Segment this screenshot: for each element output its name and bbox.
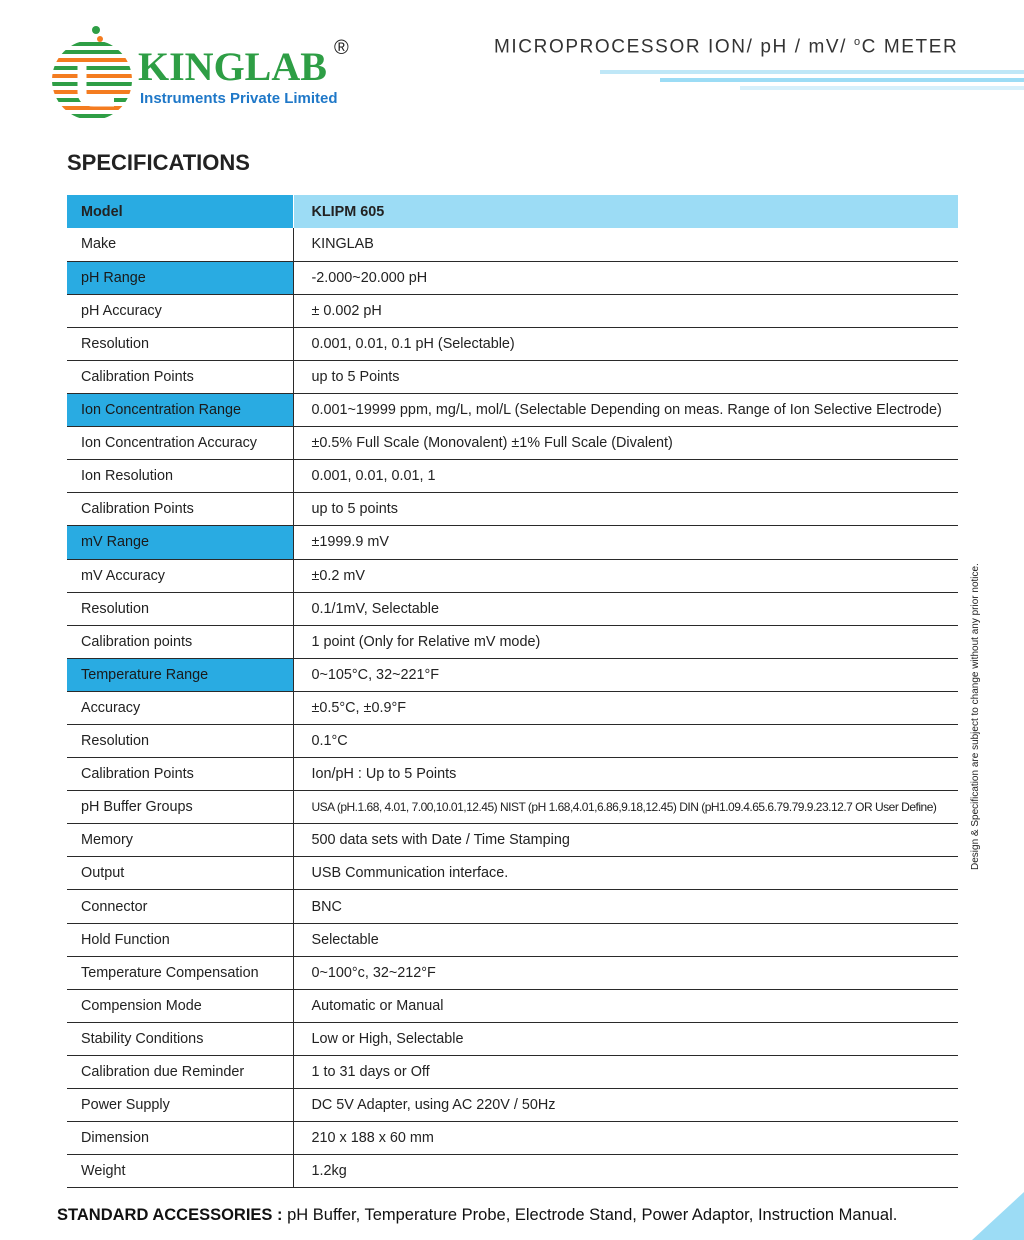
row-value: BNC: [293, 890, 958, 923]
table-row: [67, 890, 958, 923]
specifications-table: [67, 195, 958, 1188]
row-param: Memory: [67, 824, 293, 857]
row-param: Accuracy: [67, 691, 293, 724]
brand-subtitle: Instruments Private Limited: [140, 90, 338, 107]
table-row: [67, 956, 958, 989]
row-value: Automatic or Manual: [293, 989, 958, 1022]
row-param: Dimension: [67, 1122, 293, 1155]
header-stripes: [600, 68, 1024, 96]
table-row: [67, 493, 958, 526]
row-value: 210 x 188 x 60 mm: [293, 1122, 958, 1155]
table-row: [67, 460, 958, 493]
table-row: [67, 394, 958, 427]
row-param: Calibration due Reminder: [67, 1055, 293, 1088]
row-param: pH Buffer Groups: [67, 791, 293, 824]
table-row: [67, 427, 958, 460]
row-value: 500 data sets with Date / Time Stamping: [293, 824, 958, 857]
table-row: [67, 1089, 958, 1122]
table-row: [67, 625, 958, 658]
row-value: ±0.5°C, ±0.9°F: [293, 691, 958, 724]
row-value: USB Communication interface.: [293, 857, 958, 890]
table-row: [67, 294, 958, 327]
row-value: USA (pH.1.68, 4.01, 7.00,10.01,12.45) NIST (pH 1.68,4.01,6.86,9.18,12.45) DIN (pH1.09.4.65.6.79.79.9.23.12.7 OR User Define): [293, 791, 958, 824]
header-param: Model: [67, 195, 293, 228]
row-value: 0~100°c, 32~212°F: [293, 956, 958, 989]
table-row: [67, 725, 958, 758]
row-value: 0.1°C: [293, 725, 958, 758]
table-row: [67, 989, 958, 1022]
row-value: ±0.5% Full Scale (Monovalent) ±1% Full Scale (Divalent): [293, 427, 958, 460]
table-row: [67, 857, 958, 890]
table-row: [67, 1055, 958, 1088]
row-value: 0.001~19999 ppm, mg/L, mol/L (Selectable Depending on meas. Range of Ion Selective Electrode): [293, 394, 958, 427]
row-param: Output: [67, 857, 293, 890]
row-param: Power Supply: [67, 1089, 293, 1122]
row-param: Compension Mode: [67, 989, 293, 1022]
table-row: [67, 758, 958, 791]
table-row: [67, 592, 958, 625]
row-value: up to 5 Points: [293, 360, 958, 393]
row-value: DC 5V Adapter, using AC 220V / 50Hz: [293, 1089, 958, 1122]
row-value: -2.000~20.000 pH: [293, 261, 958, 294]
table-row: [67, 923, 958, 956]
row-param: Weight: [67, 1155, 293, 1188]
row-param: pH Accuracy: [67, 294, 293, 327]
row-value: 0.001, 0.01, 0.01, 1: [293, 460, 958, 493]
row-param: Resolution: [67, 592, 293, 625]
row-value: Ion/pH : Up to 5 Points: [293, 758, 958, 791]
document-title: MICROPROCESSOR ION/ pH / mV/ $^o$C METER: [494, 36, 959, 58]
row-param: Make: [67, 228, 293, 261]
table-row: [67, 1122, 958, 1155]
table-header-row: [67, 195, 958, 228]
row-value: Selectable: [293, 923, 958, 956]
table-row: [67, 360, 958, 393]
corner-decoration: [972, 1192, 1024, 1240]
row-param: mV Accuracy: [67, 559, 293, 592]
table-row: [67, 526, 958, 559]
svg-text:®: ®: [334, 37, 349, 59]
table-row: [67, 327, 958, 360]
row-param: Temperature Compensation: [67, 956, 293, 989]
row-value: 0~105°C, 32~221°F: [293, 658, 958, 691]
accessories-text: pH Buffer, Temperature Probe, Electrode Stand, Power Adaptor, Instruction Manual.: [282, 1206, 898, 1224]
row-param: mV Range: [67, 526, 293, 559]
table-row: [67, 1022, 958, 1055]
row-value: ±0.2 mV: [293, 559, 958, 592]
row-param: pH Range: [67, 261, 293, 294]
table-row: [67, 1155, 958, 1188]
row-value: 0.001, 0.01, 0.1 pH (Selectable): [293, 327, 958, 360]
row-param: Resolution: [67, 725, 293, 758]
row-param: Ion Concentration Range: [67, 394, 293, 427]
kinglab-logo: [52, 22, 372, 127]
row-value: 1 to 31 days or Off: [293, 1055, 958, 1088]
row-value: KINGLAB: [293, 228, 958, 261]
row-value: 1.2kg: [293, 1155, 958, 1188]
row-param: Calibration Points: [67, 360, 293, 393]
section-title: SPECIFICATIONS: [67, 150, 250, 175]
table-row: [67, 658, 958, 691]
row-param: Hold Function: [67, 923, 293, 956]
row-param: Connector: [67, 890, 293, 923]
table-row: [67, 228, 958, 261]
row-param: Resolution: [67, 327, 293, 360]
row-param: Ion Resolution: [67, 460, 293, 493]
table-row: [67, 791, 958, 824]
row-param: Calibration Points: [67, 493, 293, 526]
row-param: Ion Concentration Accuracy: [67, 427, 293, 460]
table-row: [67, 824, 958, 857]
disclaimer-note: Design & Specification are subject to change without any prior notice.: [970, 563, 981, 870]
row-param: Calibration Points: [67, 758, 293, 791]
accessories-label: STANDARD ACCESSORIES :: [57, 1206, 283, 1224]
row-value: up to 5 points: [293, 493, 958, 526]
table-row: [67, 691, 958, 724]
table-row: [67, 559, 958, 592]
row-param: Calibration points: [67, 625, 293, 658]
row-value: 0.1/1mV, Selectable: [293, 592, 958, 625]
row-value: 1 point (Only for Relative mV mode): [293, 625, 958, 658]
standard-accessories: [57, 1206, 897, 1225]
brand-name: KINGLAB: [138, 44, 327, 89]
row-value: ±1999.9 mV: [293, 526, 958, 559]
row-value: ± 0.002 pH: [293, 294, 958, 327]
row-param: Temperature Range: [67, 658, 293, 691]
row-value: Low or High, Selectable: [293, 1022, 958, 1055]
header-value: KLIPM 605: [293, 195, 958, 228]
table-row: [67, 261, 958, 294]
row-param: Stability Conditions: [67, 1022, 293, 1055]
